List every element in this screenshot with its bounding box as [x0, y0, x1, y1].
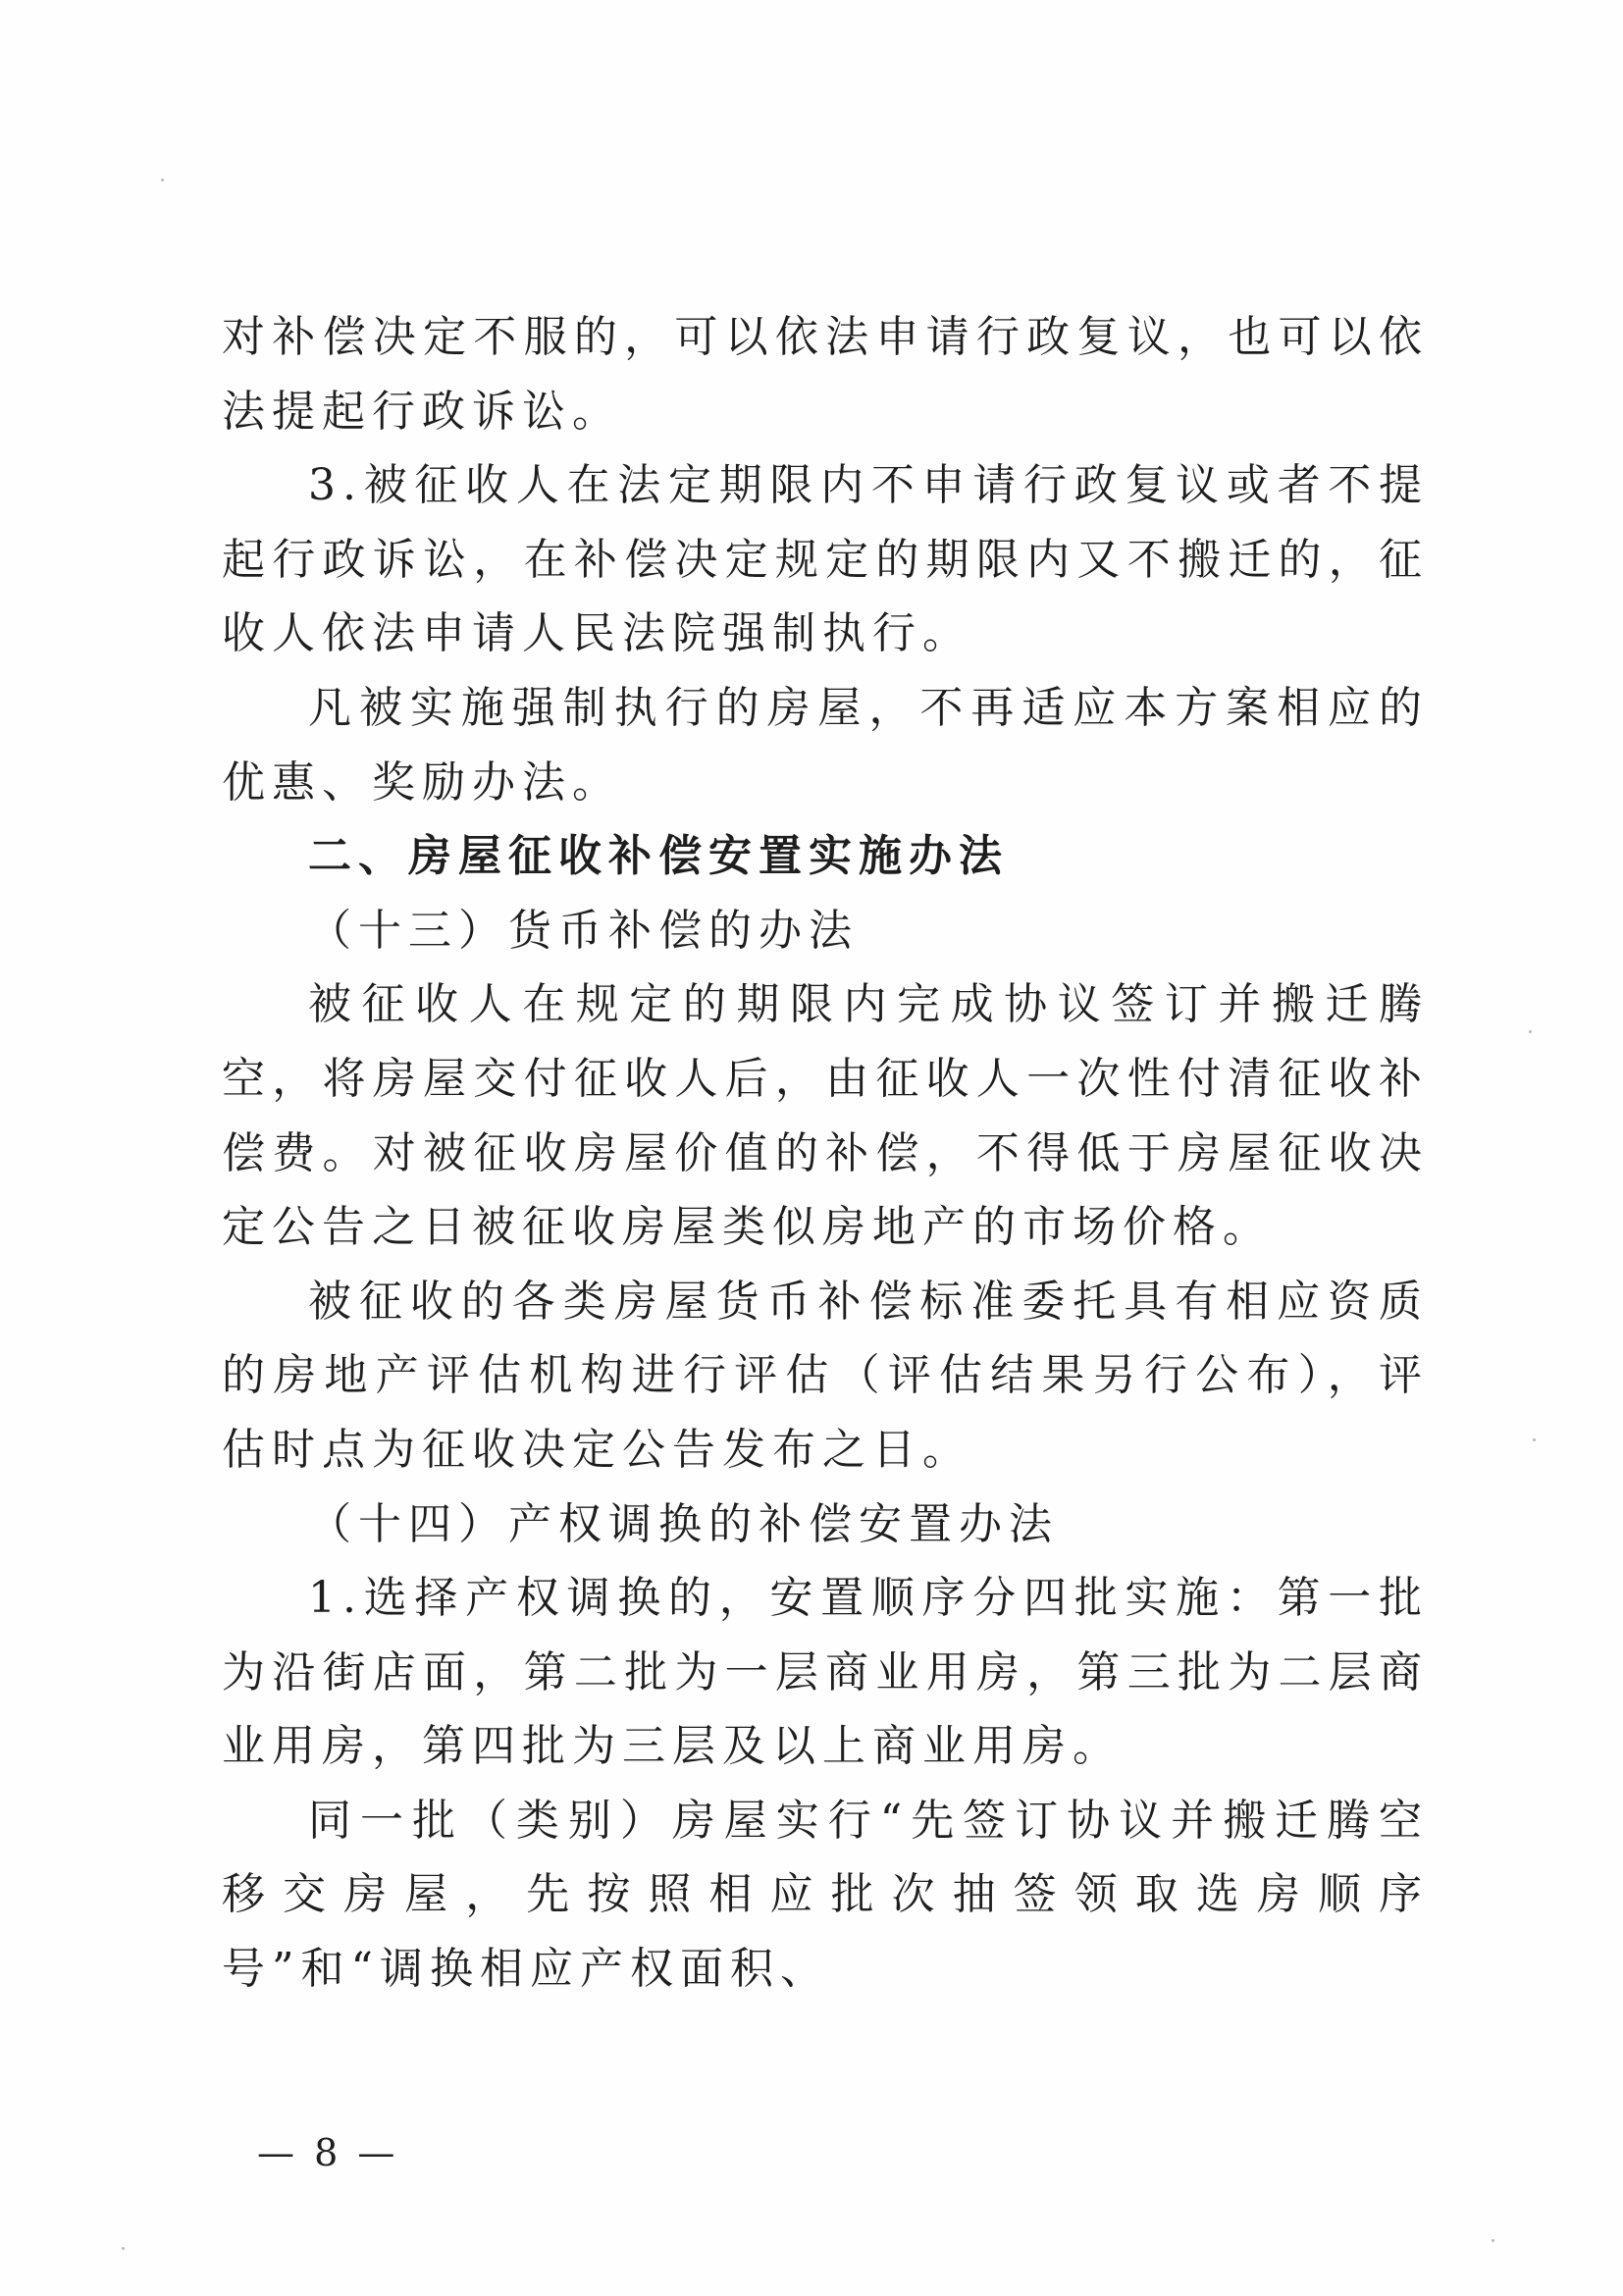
paragraph-monetary-compensation: 被征收人在规定的期限内完成协议签订并搬迁腾空，将房屋交付征收人后，由征收人一次性付清征收补偿费。对被征收房屋价值的补偿，不得低于房屋征收决定公告之日被征收房屋类似房地产的市场价格。	[222, 979, 1429, 1253]
paragraph-item-3: 3.被征收人在法定期限内不申请行政复议或者不提起行政诉讼，在补偿决定规定的期限内又不搬迁的，征收人依法申请人民法院强制执行。	[222, 460, 1429, 659]
document-body	[222, 300, 1429, 2007]
paragraph-enforcement-note: 凡被实施强制执行的房屋，不再适应本方案相应的优惠、奖励办法。	[222, 682, 1429, 808]
paragraph-valuation: 被征收的各类房屋货币补偿标准委托具有相应资质的房地产评估机构进行评估（评估结果另行公布），评估时点为征收决定公告发布之日。	[222, 1276, 1429, 1475]
scan-speck	[1533, 1438, 1536, 1441]
scan-speck	[161, 179, 164, 182]
scan-speck	[1529, 1030, 1532, 1033]
section-heading-2: 二、房屋征收补偿安置实施办法	[308, 831, 1009, 882]
subsection-heading-13: （十三）货币补偿的办法	[308, 905, 859, 956]
subsection-heading-14: （十四）产权调换的补偿安置办法	[308, 1498, 1059, 1549]
paragraph-same-batch-rule: 同一批（类别）房屋实行“先签订协议并搬迁腾空移交房屋，先按照相应批次抽签领取选房顺序号”和“调换相应产权面积、	[222, 1795, 1429, 1995]
paragraph-item-1-placement-order: 1.选择产权调换的，安置顺序分四批实施：第一批为沿街店面，第二批为一层商业用房，第三批为二层商业用房，第四批为三层及以上商业用房。	[222, 1573, 1429, 1772]
paragraph-continuation: 对补偿决定不服的，可以依法申请行政复议，也可以依法提起行政诉讼。	[222, 312, 1429, 437]
scan-speck	[1492, 2239, 1494, 2242]
scan-speck	[122, 2247, 125, 2250]
page-number: — 8 —	[257, 2131, 399, 2174]
